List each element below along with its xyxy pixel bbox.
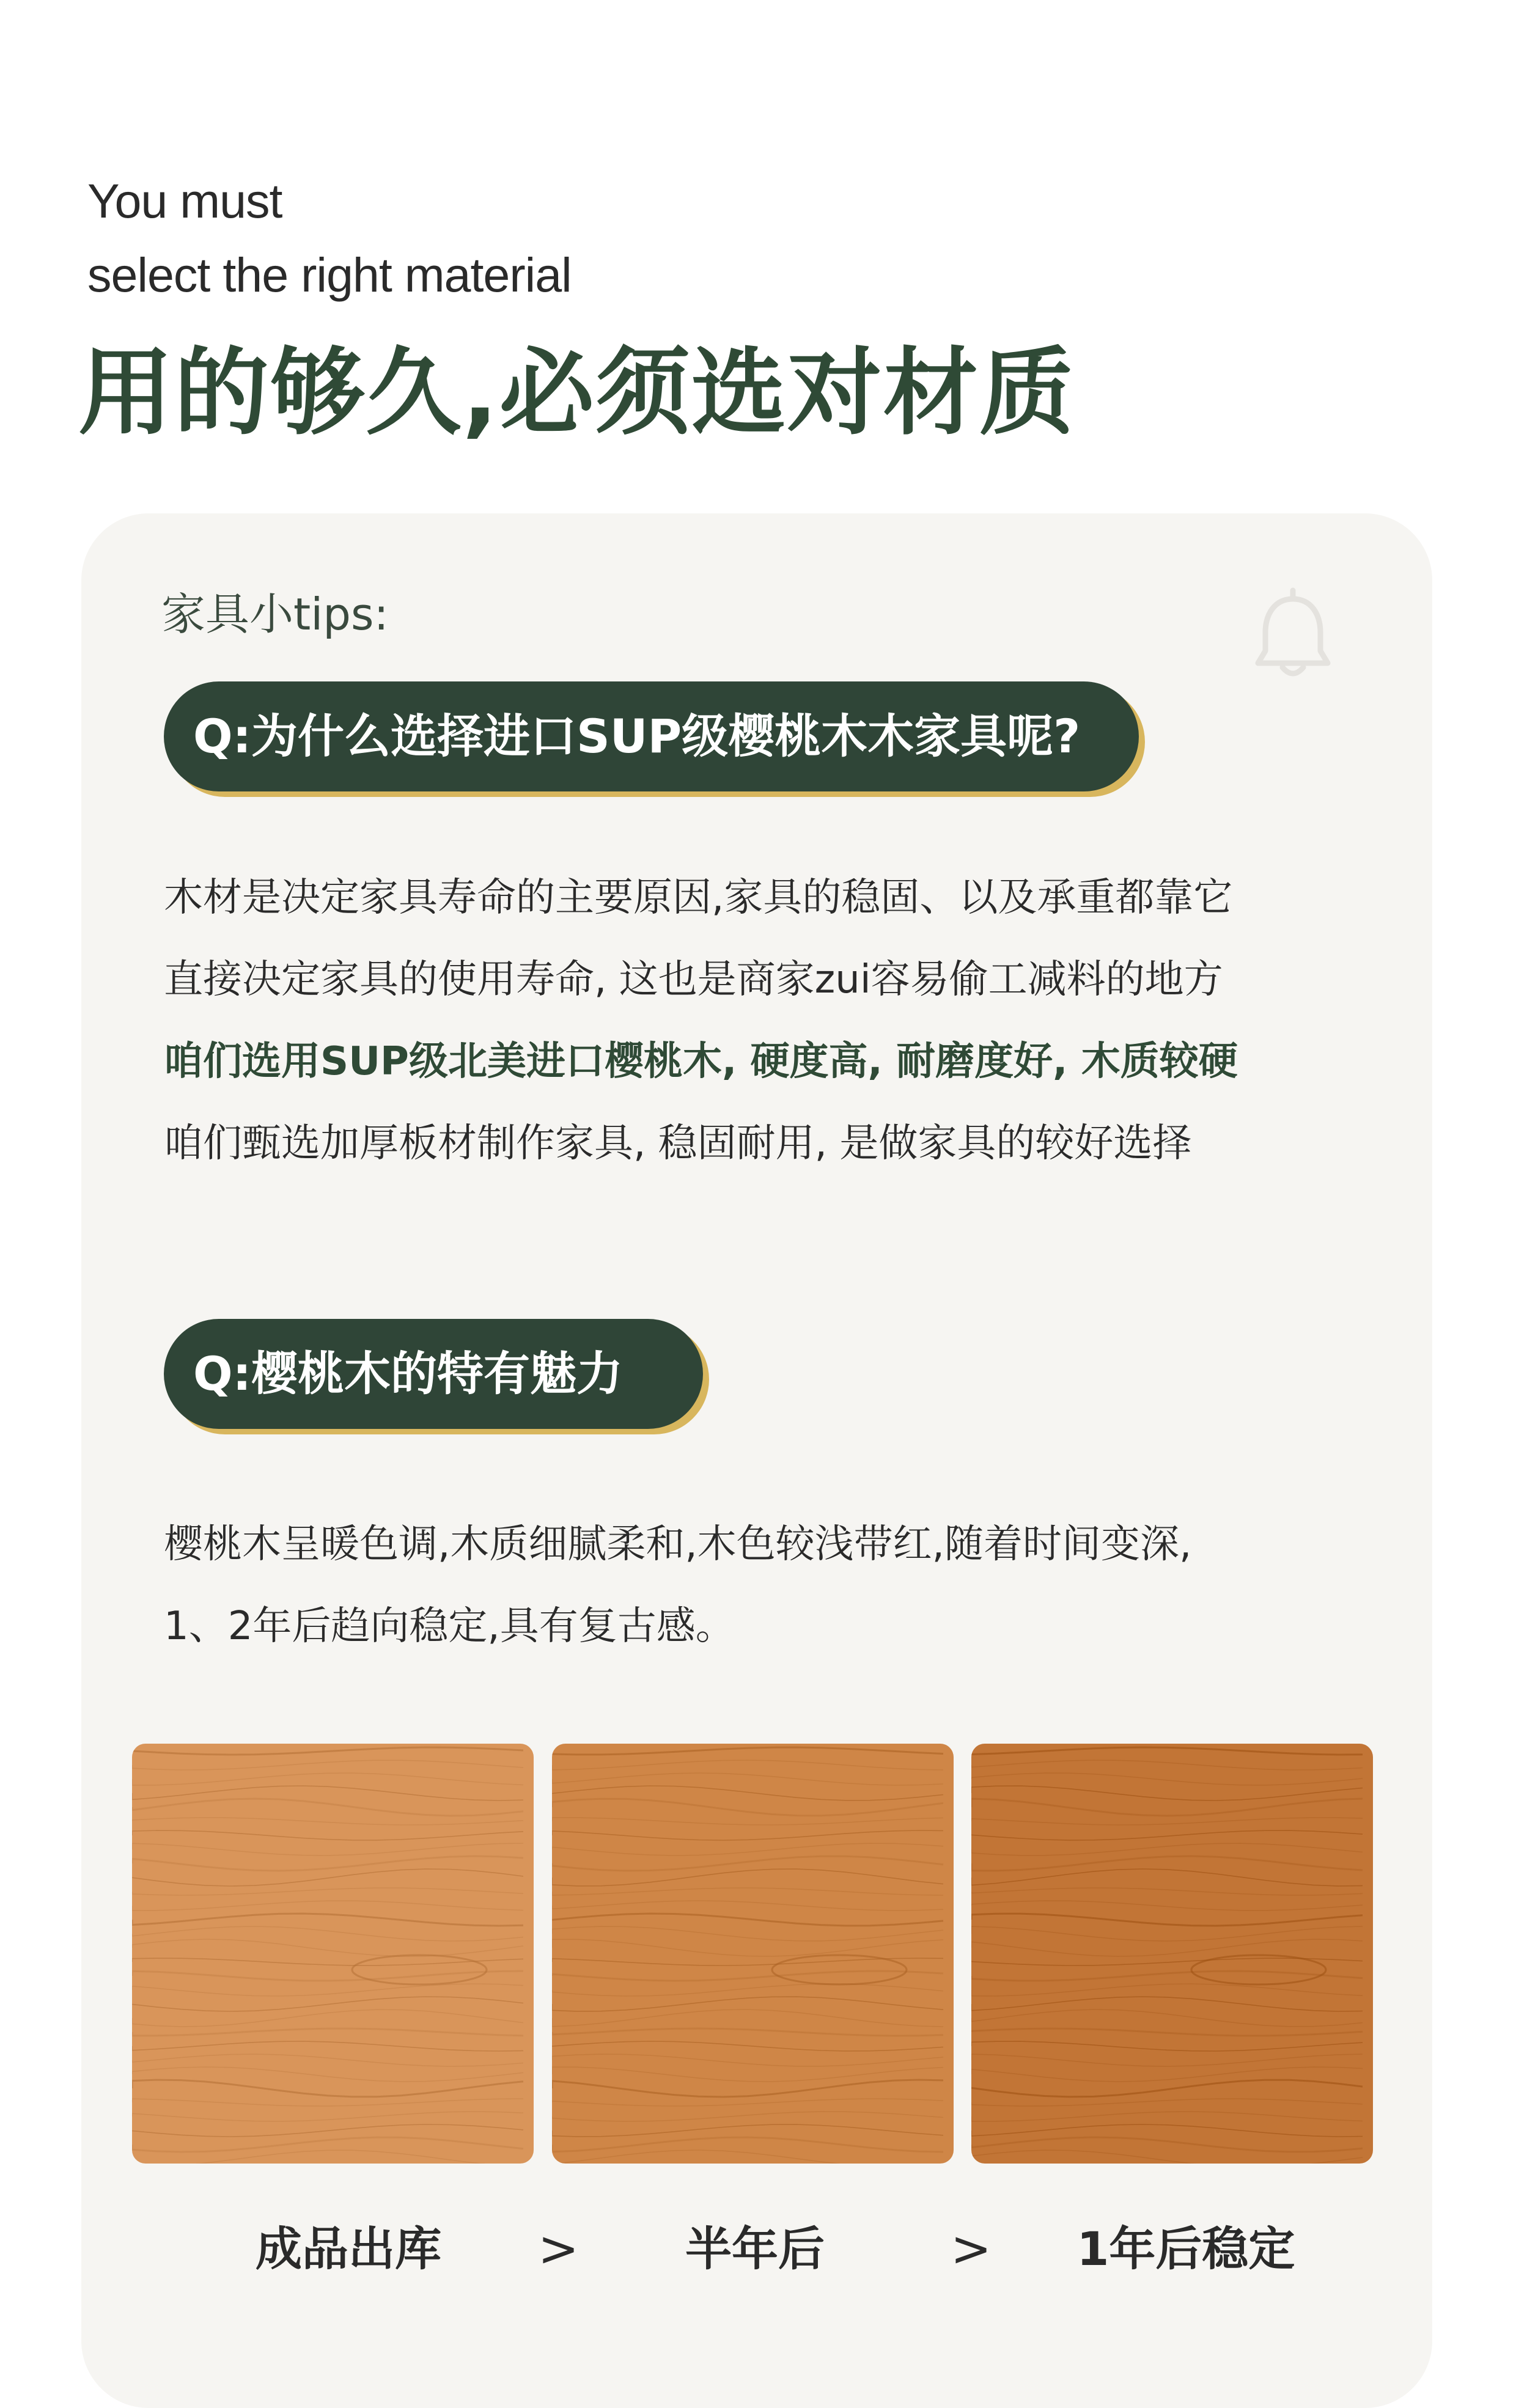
answer-line: 木材是决定家具寿命的主要原因,家具的稳固、以及承重都靠它: [164, 875, 1233, 920]
answer-line: 樱桃木呈暖色调,木质细腻柔和,木色较浅带红,随着时间变深,: [164, 1522, 1192, 1567]
question-pill-2: Q:樱桃木的特有魅力: [164, 1319, 703, 1429]
answer-line: 直接决定家具的使用寿命, 这也是商家zui容易偷工减料的地方: [164, 957, 1223, 1002]
answer-paragraph-1: [164, 857, 1238, 1184]
answer-paragraph-2: [164, 1503, 1191, 1667]
answer-line: 1、2年后趋向稳定,具有复古感。: [164, 1604, 735, 1649]
arrow-right-icon: >: [951, 2220, 992, 2277]
page-title: 用的够久,必须选对材质: [78, 337, 1075, 448]
stage-label-half-year: 半年后: [685, 2222, 825, 2276]
english-heading: [87, 164, 572, 312]
answer-line-highlight: 咱们选用SUP级北美进口樱桃木, 硬度高, 耐磨度好, 木质较硬: [164, 1039, 1238, 1084]
tips-label: 家具小tips:: [161, 589, 389, 640]
english-heading-line-1: You must: [87, 174, 282, 228]
stage-label-shipped: 成品出库: [256, 2222, 441, 2276]
bell-icon: [1247, 587, 1339, 685]
wood-sample-half-year: [552, 1744, 954, 2164]
stage-label-one-year: 1年后稳定: [1076, 2222, 1295, 2276]
question-pill-1: Q:为什么选择进口SUP级樱桃木木家具呢?: [164, 681, 1139, 791]
english-heading-line-2: select the right material: [87, 248, 572, 302]
answer-line: 咱们甄选加厚板材制作家具, 稳固耐用, 是做家具的较好选择: [164, 1121, 1192, 1166]
wood-sample-new: [132, 1744, 534, 2164]
arrow-right-icon: >: [538, 2220, 580, 2277]
wood-sample-one-year: [971, 1744, 1373, 2164]
